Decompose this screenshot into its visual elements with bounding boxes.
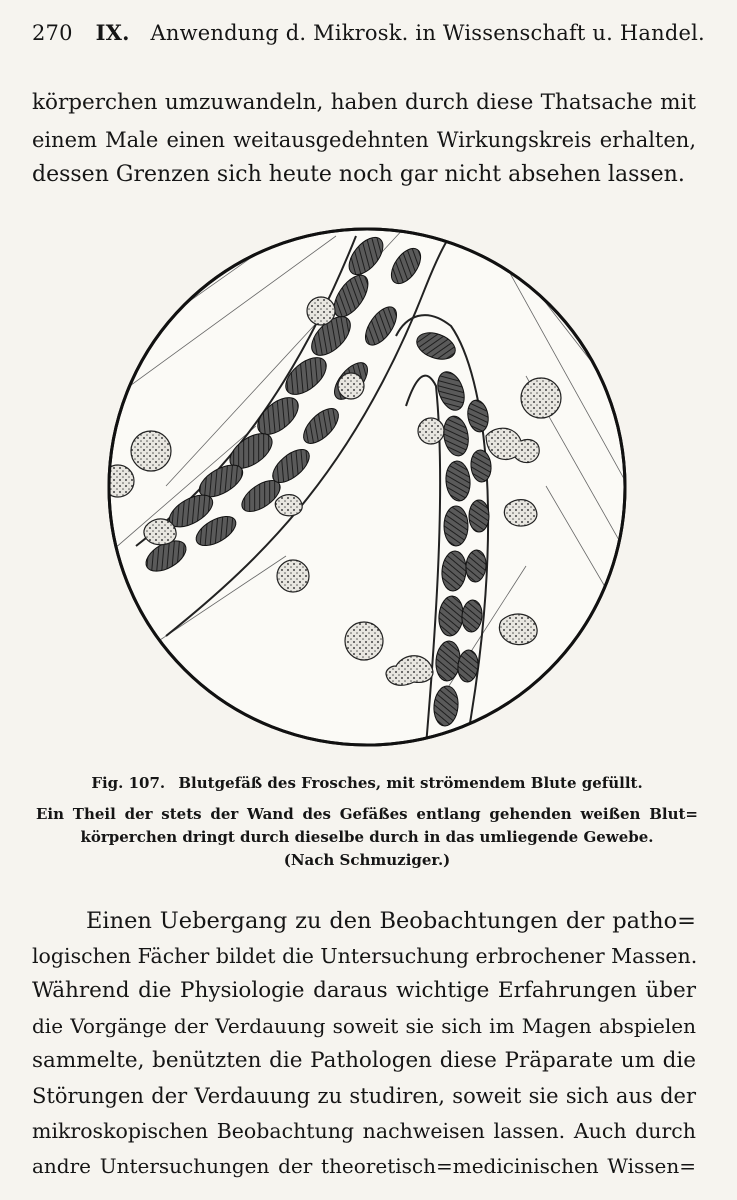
figure-title: Blutgefäß des Frosches, mit strömendem Blute gefüllt.: [178, 774, 643, 792]
text-line: logischen Fächer bildet die Untersuchung erbrochener Massen.: [32, 944, 698, 968]
page-number: 270: [32, 21, 73, 45]
text-line: einem Male einen weitausgedehnten Wirkungskreis erhalten,: [32, 128, 696, 152]
text-line: andre Untersuchungen der theoretisch=medicinischen Wissen=: [32, 1154, 696, 1178]
running-title: Anwendung d. Mikrosk. in Wissenschaft u. Handel.: [150, 21, 705, 45]
caption-line: Ein Theil der stets der Wand des Gefäßes entlang gehenden weißen Blut=: [36, 805, 698, 823]
figure-source: (Nach Schmuziger.): [283, 851, 451, 869]
caption-title-line: [36, 772, 698, 794]
text-line: dessen Grenzen sich heute noch gar nicht absehen lassen.: [32, 162, 685, 187]
text-line: Während die Physiologie daraus wichtige Erfahrungen über: [32, 978, 696, 1003]
text-line: körperchen umzuwandeln, haben durch diese Thatsache mit: [32, 90, 696, 115]
text-line: mikroskopischen Beobachtung nachweisen lassen. Auch durch: [32, 1119, 696, 1143]
blood-vessel-drawing: [106, 226, 628, 748]
text-line: sammelte, benützten die Pathologen diese Präparate um die: [32, 1048, 696, 1073]
figure-label: Fig. 107.: [91, 774, 166, 792]
running-header: [32, 20, 705, 45]
caption-line: körperchen dringt durch dieselbe durch in das umliegende Gewebe.: [80, 828, 654, 846]
microscope-illustration: [106, 226, 628, 748]
chapter-number: IX.: [95, 20, 130, 45]
text-line: Einen Uebergang zu den Beobachtungen der patho=: [86, 908, 696, 934]
text-line: die Vorgänge der Verdauung soweit sie sich im Magen abspielen: [32, 1014, 696, 1038]
text-line: Störungen der Verdauung zu studiren, soweit sie sich aus der: [32, 1084, 696, 1108]
